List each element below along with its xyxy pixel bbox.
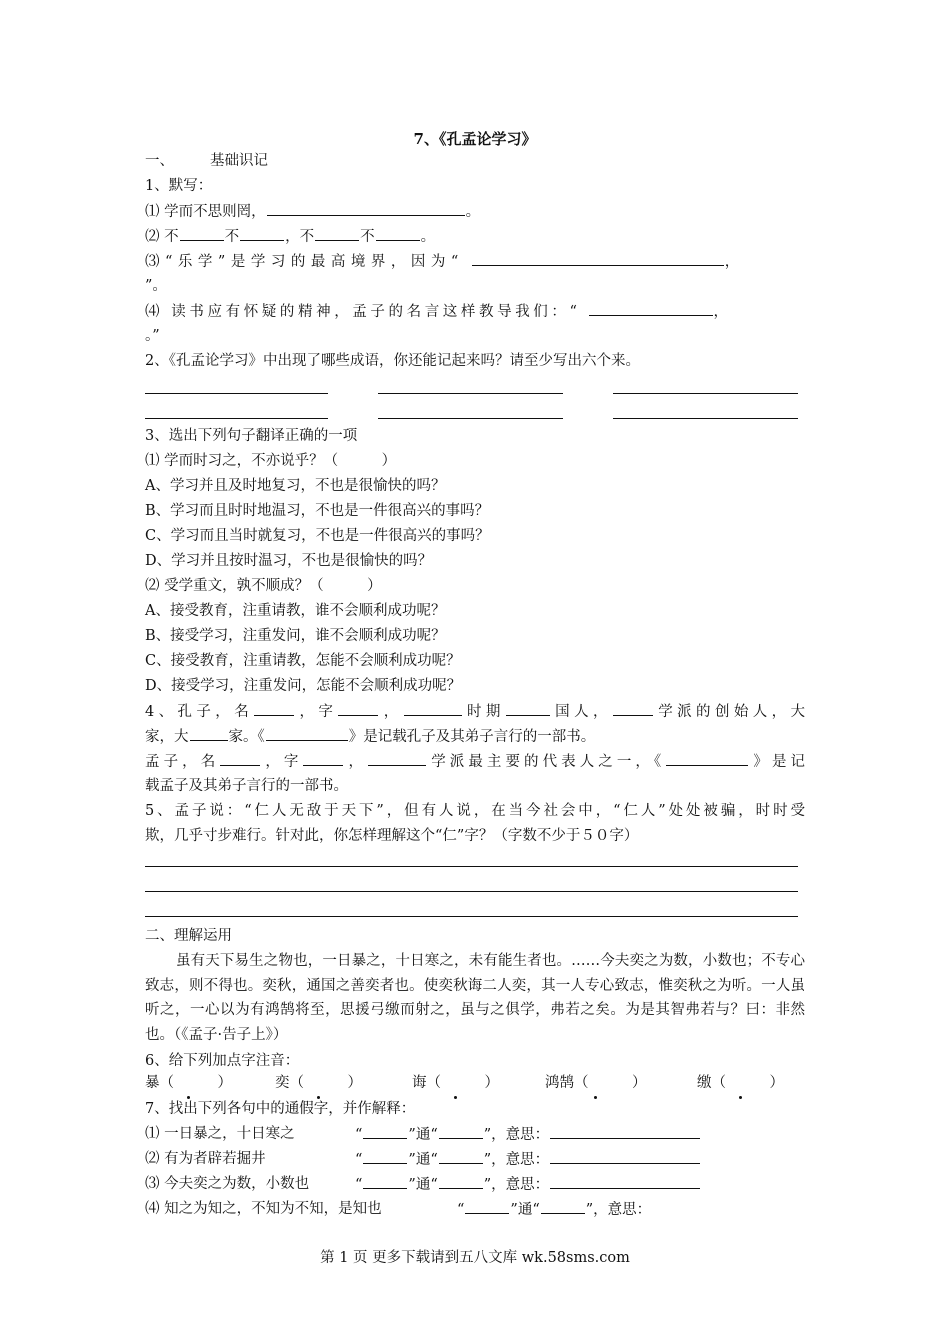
answer-blank[interactable] [439,1174,483,1189]
q6-item-yi: 奕（ ） [275,1075,362,1091]
answer-blank[interactable] [267,201,465,216]
answer-blank[interactable] [363,1149,407,1164]
essay-answer-line[interactable] [145,891,798,892]
answer-blank[interactable] [180,226,224,241]
q3-1-stem: ⑴ 学而时习之，不亦说乎？（ ） [145,453,397,469]
q3-1-option-a[interactable]: A、学习并且及时地复习，不也是很愉快的吗？ [145,478,446,494]
idiom-answer-line[interactable] [145,393,328,394]
q7-answer-2: “ ”通“ ”，意思： [355,1149,815,1170]
q3-1-option-d[interactable]: D、学习并且按时温习，不也是很愉快的吗？ [145,553,433,569]
answer-blank[interactable] [541,1199,585,1214]
q1-3-end: ”。 [145,278,167,294]
answer-blank[interactable] [506,701,550,716]
answer-blank[interactable] [550,1174,700,1189]
answer-blank[interactable] [465,1199,509,1214]
essay-answer-line[interactable] [145,916,798,917]
answer-blank[interactable] [303,751,343,766]
q1-1: ⑴ 学而不思则罔， 。 [145,201,805,222]
q1-4-end: 。” [145,328,160,344]
q7-item-4: ⑷ 知之为知之，不知为不知，是知也 [145,1201,382,1217]
answer-blank[interactable] [550,1149,700,1164]
idiom-answer-line[interactable] [378,393,563,394]
q6-label: 6、给下列加点字注音： [145,1053,300,1069]
answer-blank[interactable] [363,1174,407,1189]
answer-blank[interactable] [439,1124,483,1139]
classical-passage: 虽有天下易生之物也，一日暴之，十日寒之，未有能生者也。……今夫奕之为数，小数也；不专心致志，则不得也。奕秋，通国之善奕者也。使奕秋诲二人奕，其一人专心致志，惟奕秋之为听。一人虽听之，一心以为有鸿鹄将至，思援弓缴而射之，虽与之俱学，弗若之矣。为是其智弗若与？曰：非然也。（《孟子·告子上》） [145,953,805,1043]
section-1-heading [145,151,805,171]
answer-blank[interactable] [266,726,348,741]
q6-item-hui: 诲（ ） [412,1075,499,1091]
q3-2-option-c[interactable]: C、接受教育，注重请教，怎能不会顺利成功呢？ [145,653,461,669]
section-2-heading: 二、理解运用 [145,928,232,944]
q3-2-stem: ⑵ 受学重文，孰不顺成？（ ） [145,578,382,594]
idiom-answer-line[interactable] [378,418,563,419]
answer-blank[interactable] [338,701,378,716]
answer-blank[interactable] [404,701,462,716]
q3-2-option-a[interactable]: A、接受教育，注重请教，谁不会顺利成功呢？ [145,603,446,619]
essay-answer-line[interactable] [145,866,798,867]
q3-label: 3、选出下列句子翻译正确的一项 [145,428,358,444]
q5-line-1: 5、孟子说：“仁人无敌于天下”，但有人说，在当今社会中，“仁人”处处被骗，时时受 [145,803,805,819]
q5-line-2: 欺，几乎寸步难行。针对此，你怎样理解这个“仁”字？（字数不少于５０字） [145,828,639,844]
q4-line-4: 载孟子及其弟子言行的一部书。 [145,778,348,794]
idiom-answer-line[interactable] [145,418,328,419]
q4-line-2: 家，大 家。《 》是记载孔子及其弟子言行的一部书。 [145,726,805,747]
q3-2-option-b[interactable]: B、接受学习，注重发问，谁不会顺利成功呢？ [145,628,446,644]
answer-blank[interactable] [240,226,284,241]
page-footer: 第 1 页 更多下载请到五八文库 wk.58sms.com [320,1250,630,1266]
q3-1-option-b[interactable]: B、学习而且时时地温习，不也是一件很高兴的事吗？ [145,503,490,519]
q1-label: 1、默写： [145,178,213,194]
page-title: 7、《孔孟论学习》 [413,130,537,148]
section-1-number: 一、 [145,153,174,169]
answer-blank[interactable] [363,1124,407,1139]
section-1-title: 基础识记 [210,153,268,169]
q7-answer-3: “ ”通“ ”，意思： [355,1174,815,1195]
q7-answer-4: “ ”通“ ”，意思： [457,1199,787,1220]
q3-1-option-c[interactable]: C、学习而且当时就复习，不也是一件很高兴的事吗？ [145,528,490,544]
q7-item-2: ⑵ 有为者辟若掘井 [145,1151,266,1167]
answer-blank[interactable] [376,226,420,241]
q6-item-zhuo: 缴（ ） [697,1075,784,1091]
answer-blank[interactable] [666,751,748,766]
idiom-answer-line[interactable] [613,393,798,394]
q1-3: ⑶“乐学”是学习的最高境界，因为“ ， [145,251,805,272]
q1-2: ⑵ 不 不 ，不 不 。 [145,226,805,247]
q4-line-3: 孟子，名 ，字 ， 学派最主要的代表人之一，《 》是记 [145,751,805,772]
q2-label: 2、《孔孟论学习》中出现了哪些成语，你还能记起来吗？请至少写出六个来。 [145,353,640,369]
answer-blank[interactable] [254,701,294,716]
q3-2-option-d[interactable]: D、接受学习，注重发问，怎能不会顺利成功呢？ [145,678,462,694]
q4-line-1: 4、孔子，名 ，字 ， 时期 国人， 学派的创始人，大 [145,701,805,722]
answer-blank[interactable] [589,301,713,316]
answer-blank[interactable] [190,726,228,741]
answer-blank[interactable] [220,751,260,766]
answer-blank[interactable] [550,1124,700,1139]
q1-4: ⑷ 读书应有怀疑的精神，孟子的名言这样教导我们：“ ， [145,301,805,322]
answer-blank[interactable] [472,251,724,266]
answer-blank[interactable] [315,226,359,241]
q6-item-honghu: 鸿鹄（ ） [545,1075,647,1091]
idiom-answer-line[interactable] [613,418,798,419]
q7-item-3: ⑶ 今夫奕之为数，小数也 [145,1176,310,1192]
q7-answer-1: “ ”通“ ”，意思： [355,1124,815,1145]
emphasis-dot-char: 暴（ ） [145,1075,232,1091]
q7-label: 7、找出下列各句中的通假字，并作解释： [145,1101,416,1117]
answer-blank[interactable] [613,701,653,716]
q6-item-bao [145,1073,265,1093]
q7-item-1: ⑴ 一日暴之，十日寒之 [145,1126,295,1142]
answer-blank[interactable] [439,1149,483,1164]
answer-blank[interactable] [368,751,426,766]
